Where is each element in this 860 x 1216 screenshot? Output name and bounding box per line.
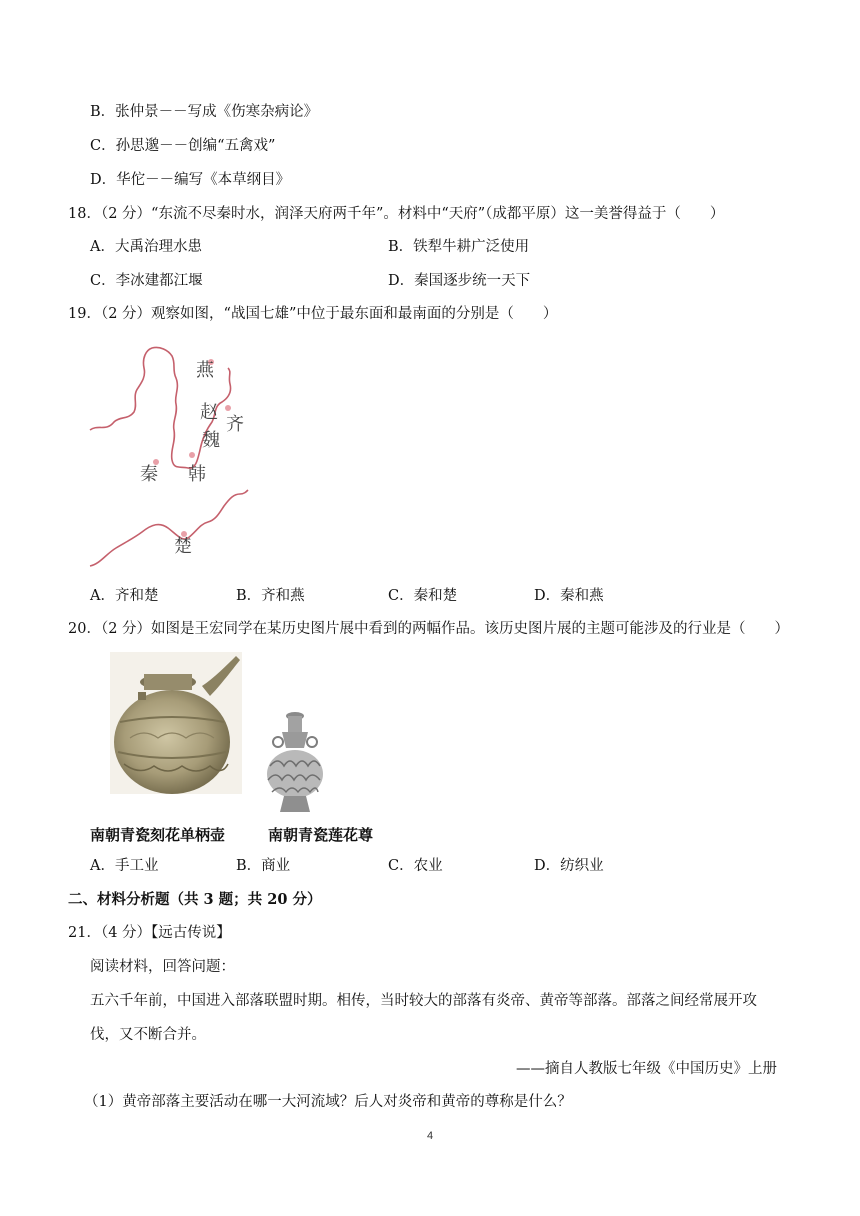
q19-option-c: C．秦和楚 — [388, 588, 458, 604]
q21-source: ——摘自人教版七年级《中国历史》上册 — [516, 1061, 777, 1077]
map-label-wei: 魏 — [202, 430, 220, 451]
q18-option-a: A．大禹治理水患 — [90, 239, 202, 255]
q18-option-d: D．秦国逐步统一天下 — [388, 273, 531, 289]
q19-option-d: D．秦和燕 — [534, 588, 604, 604]
map-label-zhao: 赵 — [200, 402, 218, 423]
zun-caption: 南朝青瓷莲花尊 — [268, 826, 374, 844]
q21-subquestion-1: （1）黄帝部落主要活动在哪一大河流域？后人对炎帝和黄帝的尊称是什么？ — [84, 1094, 572, 1110]
q21-stem: 21．（4 分）【远古传说】 — [68, 925, 231, 941]
q17-option-d: D．华佗－－编写《本草纲目》 — [90, 172, 291, 188]
q20-option-d: D．纺织业 — [534, 858, 604, 874]
map-dot-qi — [225, 405, 231, 411]
q19-stem: 19．（2 分）观察如图，“战国七雄”中位于最东面和最南面的分别是（ ） — [68, 306, 558, 322]
warring-states-map — [88, 338, 250, 576]
q18-stem: 18．（2 分）“东流不尽秦时水，润泽天府两千年”。材料中“天府”（成都平原）这一美誉得益于（ ） — [68, 206, 725, 222]
q17-option-c: C．孙思邈－－创编“五禽戏” — [90, 138, 276, 154]
q20-option-c: C．农业 — [388, 858, 443, 874]
celadon-pot-photo — [110, 652, 242, 794]
q18-option-b: B．铁犁牛耕广泛使用 — [388, 239, 530, 255]
q18-option-c: C．李冰建都江堰 — [90, 273, 203, 289]
q20-stem: 20．（2 分）如图是王宏同学在某历史图片展中看到的两幅作品。该历史图片展的主题可能涉及的行业是（ ） — [68, 621, 790, 637]
q19-option-a: A．齐和楚 — [90, 588, 159, 604]
map-label-yan: 燕 — [196, 360, 214, 381]
page-number: 4 — [426, 1130, 434, 1142]
pot-caption: 南朝青瓷刻花单柄壶 — [90, 826, 226, 844]
q21-material-line1: 五六千年前，中国进入部落联盟时期。相传，当时较大的部落有炎帝、黄帝等部落。部落之间经常展开攻 — [90, 993, 757, 1009]
map-label-chu: 楚 — [174, 536, 192, 557]
map-dot-han — [189, 452, 195, 458]
q20-option-a: A．手工业 — [90, 858, 159, 874]
q19-option-b: B．齐和燕 — [236, 588, 305, 604]
map-boundary-south — [90, 490, 248, 566]
map-graphic — [88, 338, 250, 576]
q17-option-b: B．张仲景－－写成《伤寒杂病论》 — [90, 104, 319, 120]
q21-instruction: 阅读材料，回答问题： — [90, 959, 235, 975]
map-label-qi: 齐 — [226, 414, 244, 435]
q21-material-line2: 伐，又不断合并。 — [90, 1027, 206, 1043]
lotus-zun-graphic — [258, 708, 330, 816]
map-label-qin: 秦 — [140, 464, 158, 485]
celadon-pot-graphic — [110, 652, 242, 794]
map-label-han: 韩 — [188, 464, 206, 485]
lotus-zun-photo — [258, 708, 330, 816]
section2-heading: 二、材料分析题（共 3 题；共 20 分） — [68, 891, 322, 908]
q20-option-b: B．商业 — [236, 858, 291, 874]
